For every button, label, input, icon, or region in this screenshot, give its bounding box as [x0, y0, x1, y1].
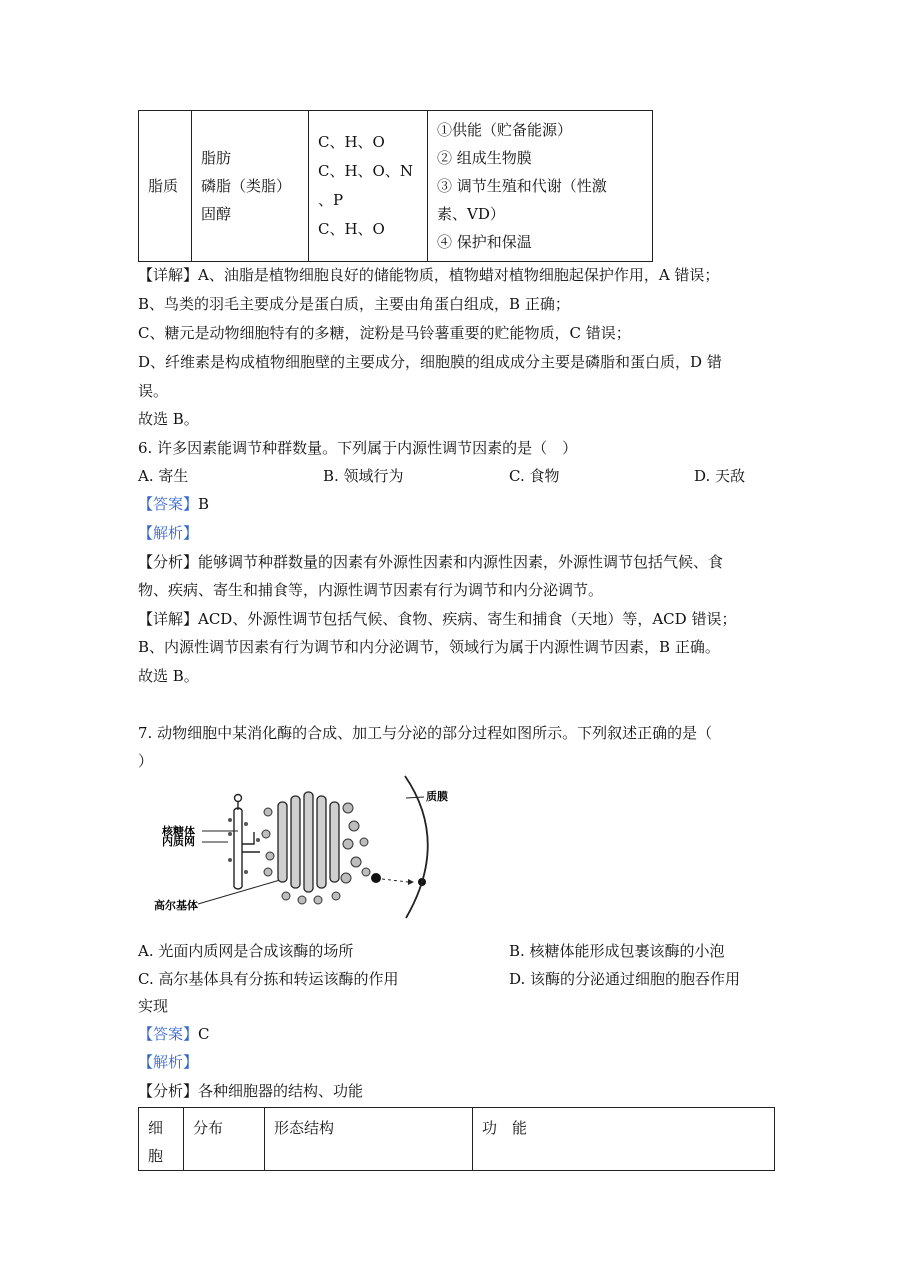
answer-value: C [198, 1025, 210, 1043]
q7-stem: 7. 动物细胞中某消化酶的合成、加工与分泌的部分过程如图所示。下列叙述正确的是（ [138, 724, 713, 742]
table-header-structure: 形态结构 [265, 1108, 473, 1171]
q5-choose: 故选 B。 [138, 410, 199, 428]
golgi-label: 高尔基体 [154, 899, 198, 912]
er-label: 内质网 [162, 835, 195, 848]
q7-answer [138, 1024, 210, 1044]
table-header-organelle: 细 胞 [139, 1108, 184, 1171]
membrane-label: 质膜 [426, 790, 448, 803]
q5-detail-d-cont: 误。 [138, 382, 169, 400]
q7-stem-cont: ） [138, 752, 154, 770]
q7-option-c: C. 高尔基体具有分拣和转运该酶的作用 [138, 970, 399, 988]
q5-detail-d: D、纤维素是构成植物细胞壁的主要成分，细胞膜的组成成分主要是磷脂和蛋白质，D 错 [138, 353, 722, 371]
table-header-function: 功 能 [473, 1108, 775, 1171]
q6-analysis-2: 物、疾病、寄生和捕食等，内源性调节因素有行为调节和内分泌调节。 [138, 581, 604, 599]
q5-detail-c: C、糖元是动物细胞特有的多糖，淀粉是马铃薯重要的贮能物质，C 错误； [138, 324, 631, 342]
table-cell-category: 脂质 [139, 111, 192, 262]
table-cell-elements: C、H、O C、H、O、N 、P C、H、O [309, 111, 428, 262]
secretion-diagram [150, 772, 490, 922]
q5-detail-a: 【详解】A、油脂是植物细胞良好的储能物质，植物蜡对植物细胞起保护作用，A 错误； [138, 266, 720, 284]
q6-detail-1: 【详解】ACD、外源性调节包括气候、食物、疾病、寄生和捕食（天地）等，ACD 错误； [138, 610, 737, 628]
er-shape [234, 795, 260, 890]
table-cell-functions: ①供能（贮备能源） ② 组成生物膜 ③ 调节生殖和代谢（性激 素、VD） ④ 保护和保温 [428, 111, 653, 262]
q6-stem: 6. 许多因素能调节种群数量。下列属于内源性调节因素的是（ ） [138, 439, 578, 457]
q6-answer [138, 494, 209, 514]
q7-analysis-label: 【解析】 [138, 1053, 199, 1071]
q7-option-d-cont: 实现 [138, 997, 169, 1015]
ribosome-label: 核糖体 [162, 825, 195, 838]
q6-analysis-label: 【解析】 [138, 524, 199, 542]
q6-option-c: C. 食物 [509, 467, 560, 485]
golgi-shape [278, 792, 339, 892]
answer-value: B [198, 495, 210, 513]
answer-label: 【答案】 [138, 495, 199, 513]
q7-analysis: 【分析】各种细胞器的结构、功能 [138, 1082, 364, 1100]
q6-analysis-1: 【分析】能够调节种群数量的因素有外源性因素和内源性因素，外源性调节包括气候、食 [138, 553, 724, 571]
table-header-distribution: 分布 [184, 1108, 265, 1171]
lipid-table [138, 110, 653, 262]
q7-option-a: A. 光面内质网是合成该酶的场所 [138, 942, 354, 960]
answer-label: 【答案】 [138, 1025, 199, 1043]
q6-option-d: D. 天敌 [694, 467, 746, 485]
q7-option-b: B. 核糖体能形成包裹该酶的小泡 [509, 942, 725, 960]
plasma-membrane [405, 776, 428, 918]
q6-option-a: A. 寄生 [138, 467, 189, 485]
q6-option-b: B. 领域行为 [323, 467, 404, 485]
q7-option-d: D. 该酶的分泌通过细胞的胞吞作用 [509, 970, 741, 988]
table-cell-types: 脂肪 磷脂（类脂） 固醇 [192, 111, 309, 262]
organelle-table [138, 1107, 775, 1171]
q5-detail-b: B、鸟类的羽毛主要成分是蛋白质，主要由角蛋白组成，B 正确； [138, 295, 570, 313]
q6-choose: 故选 B。 [138, 667, 199, 685]
q6-detail-2: B、内源性调节因素有行为调节和内分泌调节，领域行为属于内源性调节因素，B 正确。 [138, 638, 720, 656]
secretory-vesicle-path [371, 873, 426, 886]
